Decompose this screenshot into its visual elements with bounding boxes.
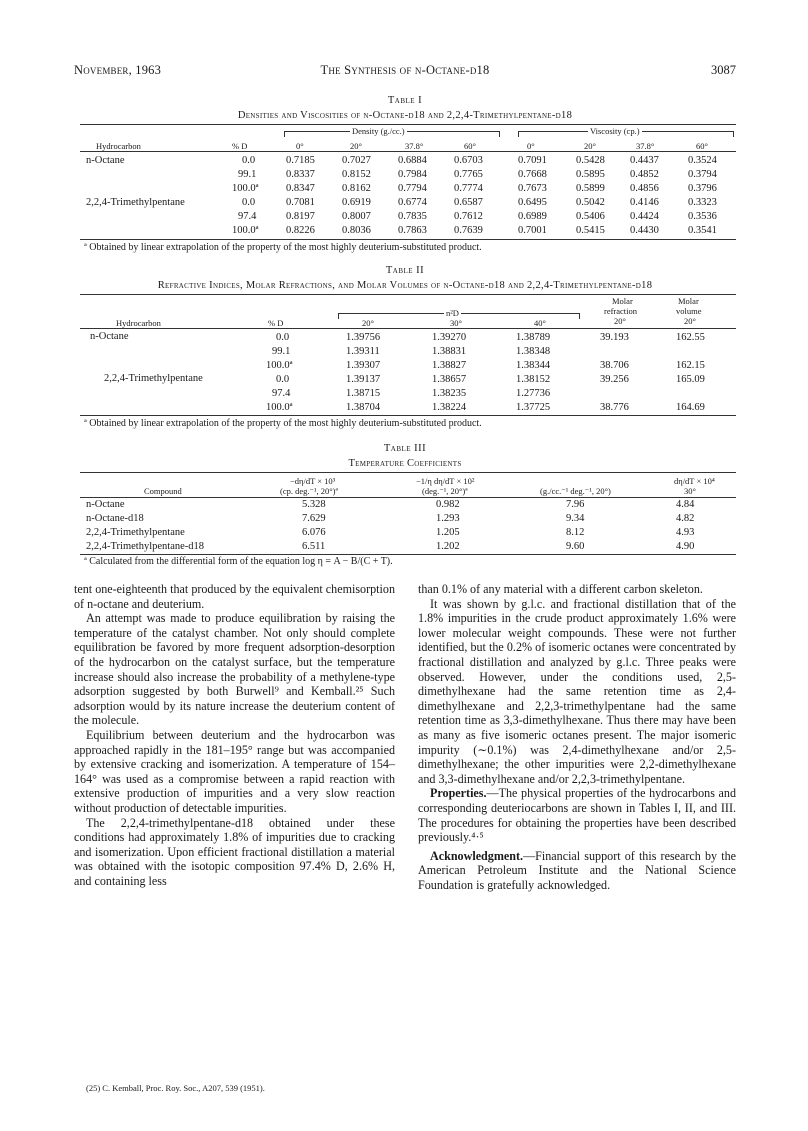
table1-header-rule xyxy=(80,151,736,152)
table1-value: 0.7835 xyxy=(398,211,427,222)
table3-value: 7.96 xyxy=(566,499,585,510)
table2-row-pctd: 100.0ª xyxy=(266,360,293,371)
table1-row-pctd: 99.1 xyxy=(238,169,257,180)
table1-value: 0.4856 xyxy=(630,183,659,194)
table1-temp: 37.8° xyxy=(636,141,655,151)
table3-header-2b: (deg.⁻¹, 20°)ª xyxy=(422,486,468,496)
table3-header-2a: −1/η dη/dT × 10² xyxy=(416,476,475,486)
table3-value: 6.511 xyxy=(302,541,326,552)
table1-viscosity-header: Viscosity (cp.) xyxy=(590,126,640,136)
table1-value: 0.7612 xyxy=(454,211,483,222)
table1-value: 0.5428 xyxy=(576,155,605,166)
properties-paragraph xyxy=(418,786,736,844)
table1-value: 0.6989 xyxy=(518,211,547,222)
table2-molar-refraction: 39.193 xyxy=(600,332,629,343)
table1-value: 0.5415 xyxy=(576,225,605,236)
paragraph: Equilibrium between deuterium and the hydrocarbon was approached rapidly in the 181–195° range but was accompanied by extensive cracking and isomerization. A temperature of 154–164° was used as a compromise between a rapid reaction with extensive production of impurities and a very slow reaction without production of detectable impurities. xyxy=(74,727,395,815)
table2-molar-refraction: 38.776 xyxy=(600,402,629,413)
table1-value: 0.7091 xyxy=(518,155,547,166)
table1-value: 0.8162 xyxy=(342,183,371,194)
table3-row-name: n-Octane xyxy=(86,499,125,510)
table1-density-header: Density (g./cc.) xyxy=(352,126,405,136)
table3-value: 4.93 xyxy=(676,527,695,538)
table1-value: 0.4430 xyxy=(630,225,659,236)
table1-value: 0.8337 xyxy=(286,169,315,180)
table2-value: 1.38344 xyxy=(516,360,551,371)
table2-value: 1.39311 xyxy=(346,346,380,357)
table1-top-rule xyxy=(80,124,736,125)
table3-header-1b: (cp. deg.⁻¹, 20°)ª xyxy=(280,486,338,496)
table1-temp: 20° xyxy=(350,141,362,151)
table1-footnote: ª Obtained by linear extrapolation of the property of the most highly deuterium-substituted product. xyxy=(84,242,482,253)
table1-value: 0.6587 xyxy=(454,197,483,208)
table3-header-4a: dη/dT × 10⁴ xyxy=(674,476,715,486)
table1-value: 0.8226 xyxy=(286,225,315,236)
table1-value: 0.7794 xyxy=(398,183,427,194)
table3-row-name: 2,2,4-Trimethylpentane-d18 xyxy=(86,541,205,552)
table2-row-pctd: 0.0 xyxy=(276,332,290,343)
table1-value: 0.3541 xyxy=(688,225,717,236)
table3-value: 4.90 xyxy=(676,541,695,552)
paragraph: tent one-eighteenth that produced by the equivalent chemisorption of n-octane and deuterium. xyxy=(74,582,395,611)
running-head-date: November, 1963 xyxy=(74,63,162,77)
table2-value: 1.39137 xyxy=(346,374,381,385)
table1-value: 0.3524 xyxy=(688,155,717,166)
table1-value: 0.6703 xyxy=(454,155,483,166)
table1-value: 0.8152 xyxy=(342,169,371,180)
table1-value: 0.7639 xyxy=(454,225,483,236)
table1-value: 0.6774 xyxy=(398,197,427,208)
table3-value: 1.205 xyxy=(436,527,460,538)
table2-molar-volume: 162.55 xyxy=(676,332,705,343)
table1-row-pctd: 100.0ª xyxy=(232,183,259,194)
table2-value: 1.38224 xyxy=(432,402,467,413)
table3-header-3b: (g./cc.⁻¹ deg.⁻¹, 20°) xyxy=(540,486,611,496)
table2-molar-refraction-l1: Molar xyxy=(612,296,633,306)
table2-bottom-rule xyxy=(80,415,736,416)
table2-value: 1.38235 xyxy=(432,388,467,399)
table2-value: 1.37725 xyxy=(516,402,551,413)
table1-temp: 0° xyxy=(296,141,304,151)
reference-25: (25) C. Kemball, Proc. Roy. Soc., A207, 539 (1951). xyxy=(86,1083,265,1093)
acknowledgment-heading: Acknowledgment. xyxy=(430,848,524,863)
table3-header-rule xyxy=(80,497,736,498)
table1-value: 0.4437 xyxy=(630,155,659,166)
table3-row-name: 2,2,4-Trimethylpentane xyxy=(86,527,185,538)
table1-row-pctd: 0.0 xyxy=(242,197,256,208)
paragraph: than 0.1% of any material with a different carbon skeleton. xyxy=(418,582,703,596)
table3-label: Table III xyxy=(383,443,427,454)
table2-col-hydrocarbon: Hydrocarbon xyxy=(116,318,161,328)
table2-row-pctd: 97.4 xyxy=(272,388,291,399)
table2-molar-refraction: 39.256 xyxy=(600,374,629,385)
table1-temp: 37.8° xyxy=(405,141,424,151)
table3-value: 9.34 xyxy=(566,513,585,524)
table2-value: 1.38657 xyxy=(432,374,467,385)
table2-molar-refraction: 38.706 xyxy=(600,360,629,371)
table1-value: 0.7668 xyxy=(518,169,547,180)
table1-temp: 60° xyxy=(464,141,476,151)
paragraph: It was shown by g.l.c. and fractional distillation that of the 1.8% impurities in the crude product approximately 1.6% were lower molecular weight compounds. These were not further identified, but the 0.2% of isomeric octanes were concentrated by fractional distillation and analyzed by g.l.c. Three peaks were observed. However, under the conditions used, 2,5-dimethylhexane had the same retention time as 2,4-dimethylhexane and 2,2,3-trimethylpentane had the same retention time as 3,3-dimethylhexane. Thus there may have been as many as five isomeric octanes present. The major isomeric impurity (∼0.1%) was 2,4-dimethylhexane and/or 2,5-dimethylhexane; the other impurities were 2,2-dimethylhexane and 3,3-dimethylhexane and/or 2,2,3-trimethylpentane. xyxy=(418,596,736,786)
paragraph: An attempt was made to produce equilibration by raising the temperature of the catalyst chamber. Not only should complete equilibration be favored by more frequent adsorption-desorption of the hydrocarbon on the catalyst surface, but the temperature increase should also increase the probability of a methylene-type adsorption suggested by both Burwell⁹ and Kemball.²⁵ Such adsorption would by its nature increase the deuterium content of the molecule. xyxy=(74,611,395,728)
table2-molar-volume: 164.69 xyxy=(676,402,705,413)
table2-row-pctd: 0.0 xyxy=(276,374,290,385)
running-head xyxy=(74,63,736,79)
table3-bottom-rule xyxy=(80,554,736,555)
table2-molar-volume: 165.09 xyxy=(676,374,705,385)
table2-value: 1.38348 xyxy=(516,346,551,357)
table3-header-4b: 30° xyxy=(684,486,696,496)
table3-col-compound: Compound xyxy=(144,486,182,496)
table1-value: 0.8197 xyxy=(286,211,315,222)
table1-row-pctd: 0.0 xyxy=(242,155,256,166)
table3-header-1a: −dη/dT × 10³ xyxy=(290,476,336,486)
table1-value: 0.7774 xyxy=(454,183,483,194)
acknowledgment-text: —Financial support of this research by the American Petroleum Institute and the National Science Foundation is gratefully acknowledged. xyxy=(418,848,736,892)
table2-value: 1.27736 xyxy=(516,388,551,399)
table1-value: 0.7081 xyxy=(286,197,315,208)
table1-value: 0.6495 xyxy=(518,197,547,208)
table2-value: 1.38827 xyxy=(432,360,467,371)
table1-value: 0.5895 xyxy=(576,169,605,180)
table2-molar-refraction-l2: refraction xyxy=(604,306,638,316)
table1-value: 0.6919 xyxy=(342,197,371,208)
table1-row-name: n-Octane xyxy=(86,155,125,166)
table2-caption: Refractive Indices, Molar Refractions, and Molar Volumes of n-Octane-d18 and 2,2,4-Trimethylpentane-d18 xyxy=(157,280,653,291)
table1-value: 0.5899 xyxy=(576,183,605,194)
table1-value: 0.8036 xyxy=(342,225,371,236)
table1-value: 0.7765 xyxy=(454,169,483,180)
acknowledgment-paragraph xyxy=(418,849,736,893)
table1-col-hydrocarbon: Hydrocarbon xyxy=(96,141,141,151)
table1-value: 0.7185 xyxy=(286,155,315,166)
table2-value: 1.39270 xyxy=(432,332,467,343)
table1-value: 0.7673 xyxy=(518,183,547,194)
table2-footnote: ª Obtained by linear extrapolation of the property of the most highly deuterium-substituted product. xyxy=(84,418,482,429)
table1-value: 0.5406 xyxy=(576,211,605,222)
table2-molar-refraction-temp: 20° xyxy=(614,316,626,326)
table3-value: 5.328 xyxy=(302,499,326,510)
table1-caption: Densities and Viscosities of n-Octane-d18 and 2,2,4-Trimethylpentane-d18 xyxy=(237,110,573,121)
table3-value: 7.629 xyxy=(302,513,326,524)
table2-molar-volume-l1: Molar xyxy=(678,296,699,306)
table1-bottom-rule xyxy=(80,239,736,240)
table1-label: Table I xyxy=(387,95,423,106)
table1-row-pctd: 100.0ª xyxy=(232,225,259,236)
table3-value: 4.82 xyxy=(676,513,695,524)
table2-temp: 30° xyxy=(450,318,462,328)
table3-value: 9.60 xyxy=(566,541,585,552)
table1-value: 0.5042 xyxy=(576,197,605,208)
table2-temp: 40° xyxy=(534,318,546,328)
table1-value: 0.3796 xyxy=(688,183,717,194)
table2-value: 1.39756 xyxy=(346,332,381,343)
table3-value: 6.076 xyxy=(302,527,326,538)
properties-heading: Properties. xyxy=(430,786,487,801)
table2-value: 1.38831 xyxy=(432,346,467,357)
table2-label: Table II xyxy=(385,265,425,276)
running-head-title: The Synthesis of n-Octane-d18 xyxy=(320,63,490,77)
table1-value: 0.7984 xyxy=(398,169,427,180)
table3-caption: Temperature Coefficients xyxy=(348,458,462,469)
table1-value: 0.6884 xyxy=(398,155,427,166)
table1-value: 0.4852 xyxy=(630,169,659,180)
table1-value: 0.8347 xyxy=(286,183,315,194)
table2-row-pctd: 99.1 xyxy=(272,346,291,357)
table3-value: 0.982 xyxy=(436,499,460,510)
right-column xyxy=(418,582,736,892)
table2-value: 1.38715 xyxy=(346,388,381,399)
table1-value: 0.3323 xyxy=(688,197,717,208)
table1-temp: 0° xyxy=(527,141,535,151)
table2-nd-header: n²D xyxy=(446,308,459,318)
table2-row-name: n-Octane xyxy=(90,331,129,342)
table1-row-pctd: 97.4 xyxy=(238,211,257,222)
properties-text: —The physical properties of the hydrocarbons and corresponding deuteriocarbons are shown in Tables I, II, and III. The procedures for obtaining the properties have been described previously.⁴·⁵ xyxy=(418,786,736,845)
table2-value: 1.38704 xyxy=(346,402,381,413)
table3-value: 4.84 xyxy=(676,499,695,510)
table2-molar-volume-temp: 20° xyxy=(684,316,696,326)
table2-col-pctd: % D xyxy=(268,318,284,328)
page-number: 3087 xyxy=(711,63,736,77)
table1-value: 0.4146 xyxy=(630,197,659,208)
table3-row-name: n-Octane-d18 xyxy=(86,513,144,524)
table1-value: 0.4424 xyxy=(630,211,659,222)
table3-value: 8.12 xyxy=(566,527,585,538)
table1-value: 0.8007 xyxy=(342,211,371,222)
left-column xyxy=(74,582,395,888)
table1-temp: 20° xyxy=(584,141,596,151)
table2-row-name: 2,2,4-Trimethylpentane xyxy=(104,373,203,384)
table1-value: 0.3536 xyxy=(688,211,717,222)
table3-footnote: ª Calculated from the differential form of the equation log η = A − B/(C + T). xyxy=(84,556,393,567)
table1-temp: 60° xyxy=(696,141,708,151)
table3-value: 1.202 xyxy=(436,541,460,552)
table3-top-rule xyxy=(80,472,736,473)
table2-molar-volume-l2: volume xyxy=(676,306,702,316)
table1-value: 0.3794 xyxy=(688,169,717,180)
table1-value: 0.7863 xyxy=(398,225,427,236)
table2-value: 1.38789 xyxy=(516,332,551,343)
table2-value: 1.38152 xyxy=(516,374,551,385)
table2-row-pctd: 100.0ª xyxy=(266,402,293,413)
table1-row-name: 2,2,4-Trimethylpentane xyxy=(86,197,185,208)
table1-value: 0.7001 xyxy=(518,225,547,236)
table2-header-rule xyxy=(80,328,736,329)
table2-molar-volume: 162.15 xyxy=(676,360,705,371)
table2-temp: 20° xyxy=(362,318,374,328)
table3-value: 1.293 xyxy=(436,513,460,524)
table1-col-pctd: % D xyxy=(232,141,248,151)
paragraph: The 2,2,4-trimethylpentane-d18 obtained under these conditions had approximately 1.8% of impurities due to cracking and isomerization. Upon efficient fractional distillation a material was obtained with the isotopic composition 97.4% D, 2.6% H, and containing less xyxy=(74,815,395,888)
table1-value: 0.7027 xyxy=(342,155,371,166)
table2-value: 1.39307 xyxy=(346,360,381,371)
table2-top-rule xyxy=(80,294,736,295)
